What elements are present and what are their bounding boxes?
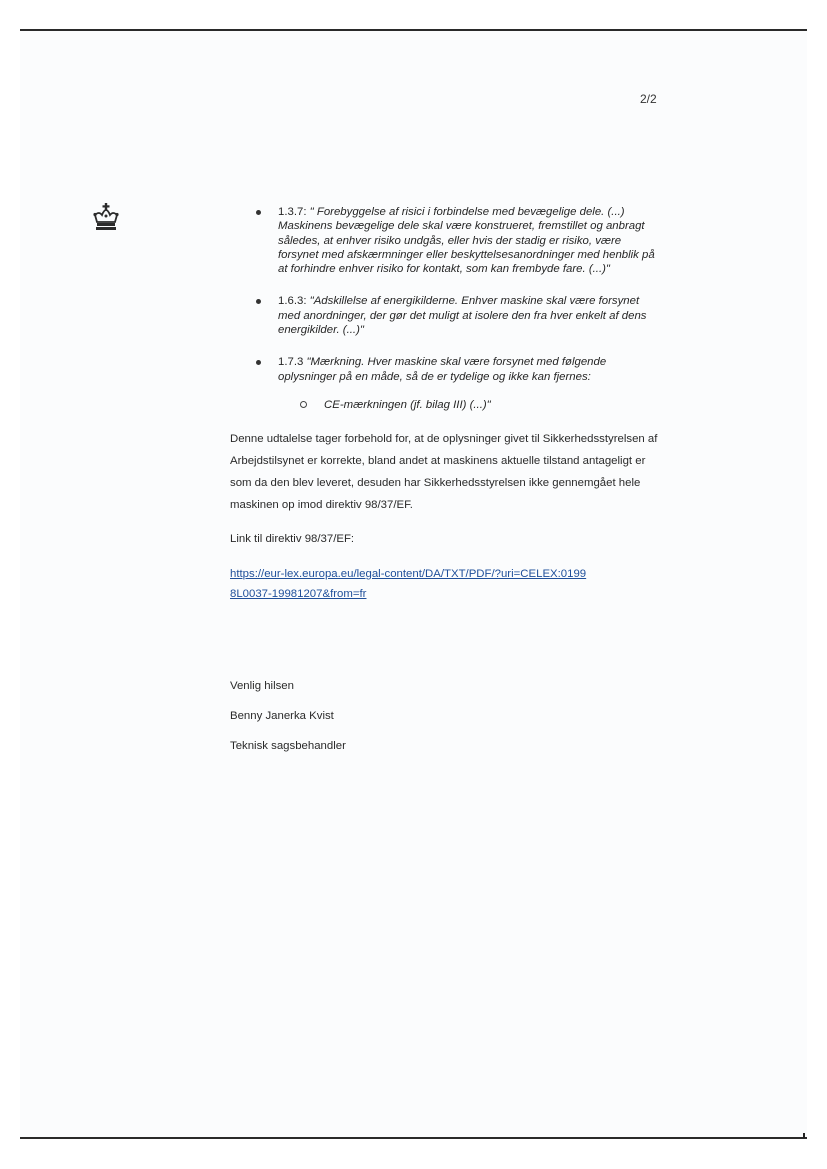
sub-list-item [230, 398, 660, 412]
quoted-requirement: " Forebyggelse af risici i forbindelse med bevægelige dele. (...) Maskinens bevægelige dele skal være konstrueret, fremstillet og anbragt således, at enhver risiko undgås, eller hvis der stadig er risiko, være forsynet med afskærmninger eller beskyttelsesanordninger med henblik på at forhindre enhver risiko for kontakt, som kan frembyde fare. (...)" [278, 206, 655, 276]
disclaimer-paragraph: Denne udtalelse tager forbehold for, at de oplysninger givet til Sikkerhedsstyrelsen af Arbejdstilsynet er korrekte, bland andet at maskinens aktuelle tilstand antageligt er som da den blev leveret, desuden har Sikkerhedsstyrelsen ikke gennemgået hele maskinen op imod direktiv 98/37/EF. [230, 432, 658, 511]
section-reference: 1.7.3 [278, 356, 304, 369]
bullet-dot-icon [256, 299, 261, 304]
bullet-dot-icon [256, 210, 261, 215]
sub-list-text: CE-mærkningen (jf. bilag III) (...)" [324, 398, 491, 411]
hollow-bullet-icon [300, 401, 307, 408]
list-item [230, 205, 660, 276]
directive-link[interactable]: https://eur-lex.europa.eu/legal-content/DA/TXT/PDF/?uri=CELEX:01998L0037-19981207&from=fr [230, 567, 587, 600]
crown-logo-icon [92, 203, 120, 231]
scan-top-edge [20, 29, 807, 31]
signer-title: Teknisk sagsbehandler [230, 740, 346, 752]
letter-body [230, 205, 660, 604]
scan-bottom-edge [20, 1137, 807, 1139]
list-item [230, 294, 660, 337]
quoted-requirement: "Mærkning. Hver maskine skal være forsynet med følgende oplysninger på en måde, så de er tydelige og ikke kan fjernes: [278, 356, 607, 383]
quoted-requirement: "Adskillelse af energikilderne. Enhver maskine skal være forsynet med anordninger, der gør det muligt at isolere den fra hver enkelt af dens energikilder. (...)" [278, 295, 647, 337]
link-label: Link til direktiv 98/37/EF: [230, 532, 355, 545]
signature-block [230, 676, 346, 766]
bullet-dot-icon [256, 360, 261, 365]
requirement-list [230, 205, 660, 384]
closing-greeting: Venlig hilsen [230, 680, 294, 692]
section-reference: 1.6.3: [278, 295, 307, 308]
page-number: 2/2 [640, 92, 657, 106]
signer-name: Benny Janerka Kvist [230, 710, 334, 722]
scan-corner-mark [803, 1133, 805, 1138]
section-reference: 1.3.7: [278, 206, 307, 218]
list-item [230, 355, 660, 384]
